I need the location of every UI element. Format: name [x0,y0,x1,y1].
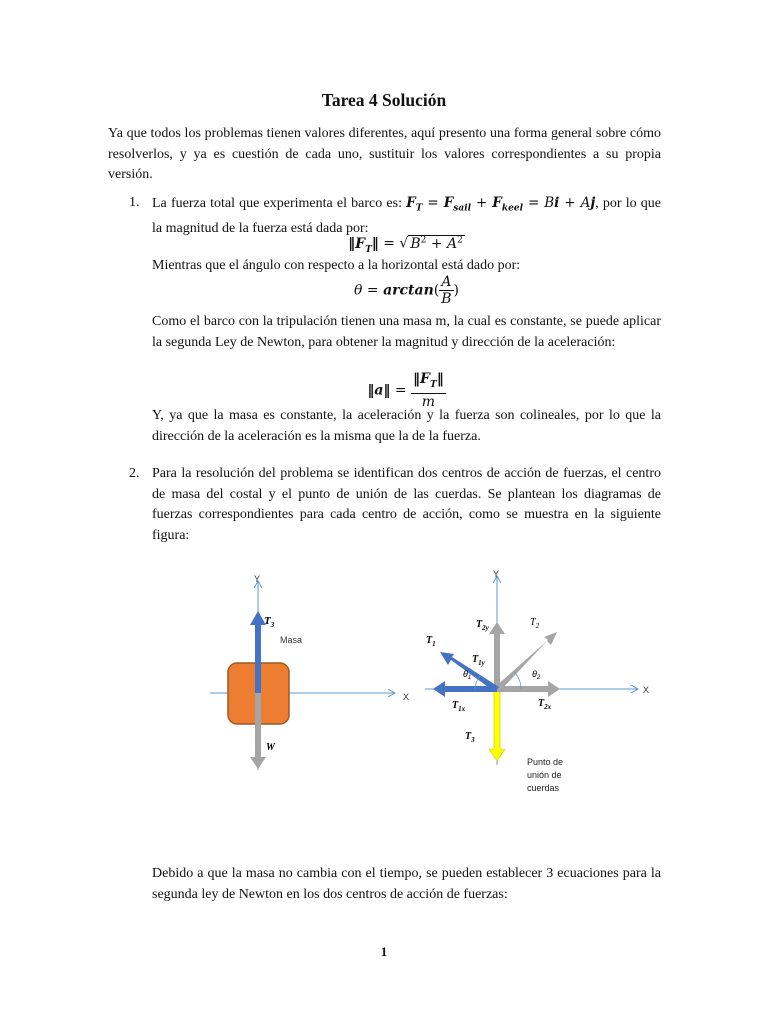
tension-t2y-arrow [489,622,505,689]
left-t3-label: $T_3$ [264,615,275,629]
left-y-label: Y [254,574,261,584]
t1y-label: $T_{1y}$ [472,654,485,667]
theta2-label: $\theta_2$ [532,669,541,681]
force-diagram-figure [0,565,768,845]
left-x-label: X [403,692,410,702]
force-sum-equation: $F_T = F_{sail} + F_{keel} = Bi + Aj$ [406,195,596,214]
theta1-label: $\theta_1$ [463,669,472,681]
magnitude-equation: $‖F_T‖$ = √ $B^2 + A^2$ [348,235,463,255]
tension-t2-arrow [495,632,557,692]
angle-equation: θ = arctan( $\frac{A}{B}$ ) [353,274,459,307]
angle-text: Mientras que el ángulo con respecto a la horizontal está dado por: [152,258,521,273]
item-1-lead-a: La fuerza total que experimenta el barco es: [152,196,407,211]
tension-t3-joint-arrow [489,689,505,761]
t3-joint-label: $T_3$ [465,731,475,744]
t2-label: $T_2$ [530,617,540,630]
joint-caption-line-2: unión de [527,770,562,780]
right-x-label: X [643,685,650,695]
mass-text: Como el barco con la tripulación tienen una masa m, la cual es constante, se puede aplicar la segunda Ley de Newton, para obtener la magnitud y dirección de la aceleración: [152,314,661,350]
joint-caption-line-3: cuerdas [527,783,560,793]
t1-label: $T_1$ [426,635,436,648]
followup-text: Debido a que la masa no cambia con el tiempo, se pueden establecer 3 ecuaciones para la segunda ley de Newton en los dos centros de acción de fuerzas: [152,866,661,902]
free-body-diagram-mass [210,574,409,770]
item-1-number: 1. [129,195,140,210]
t2x-label: $T_{2x}$ [538,698,552,711]
right-y-label: Y [493,569,500,579]
weight-label: W [266,742,275,753]
joint-caption [527,757,566,793]
acceleration-equation: ‖a‖ = $\frac{‖F_T‖}{m}$ [367,371,444,410]
page-number: 1 [380,944,388,959]
item-1-lead-b: , por lo que la magnitud de la fuerza está dada por: [152,196,661,237]
item-2-text: Para la resolución del problema se identifican dos centros de acción de fuerzas, el centro de masa del costal y el punto de unión de las cuerdas. Se plantean los diagramas de fuerzas correspondientes para cada centro de acción, como se muestra en la siguiente figura: [152,466,661,543]
joint-caption-line-1: Punto de [527,757,564,767]
intro-paragraph: Ya que todos los problemas tienen valores diferentes, aquí presento una forma general sobre cómo resolverlos, y ya es cuestión de cada uno, sustituir los valores correspondientes a su propia versión. [108,126,661,182]
free-body-diagram-joint [425,569,649,793]
page-title: Tarea 4 Solución [321,90,447,110]
t1x-label: $T_{1x}$ [452,700,466,713]
colinear-text: Y, ya que la masa es constante, la aceleración y la fuerza son colineales, por lo que la dirección de la aceleración es la misma que la de la fuerza. [152,408,661,444]
mass-label: Masa [280,635,303,645]
item-1-lead [152,193,661,240]
t2y-label: $T_{2y}$ [476,619,489,632]
item-2-number: 2. [129,466,140,481]
